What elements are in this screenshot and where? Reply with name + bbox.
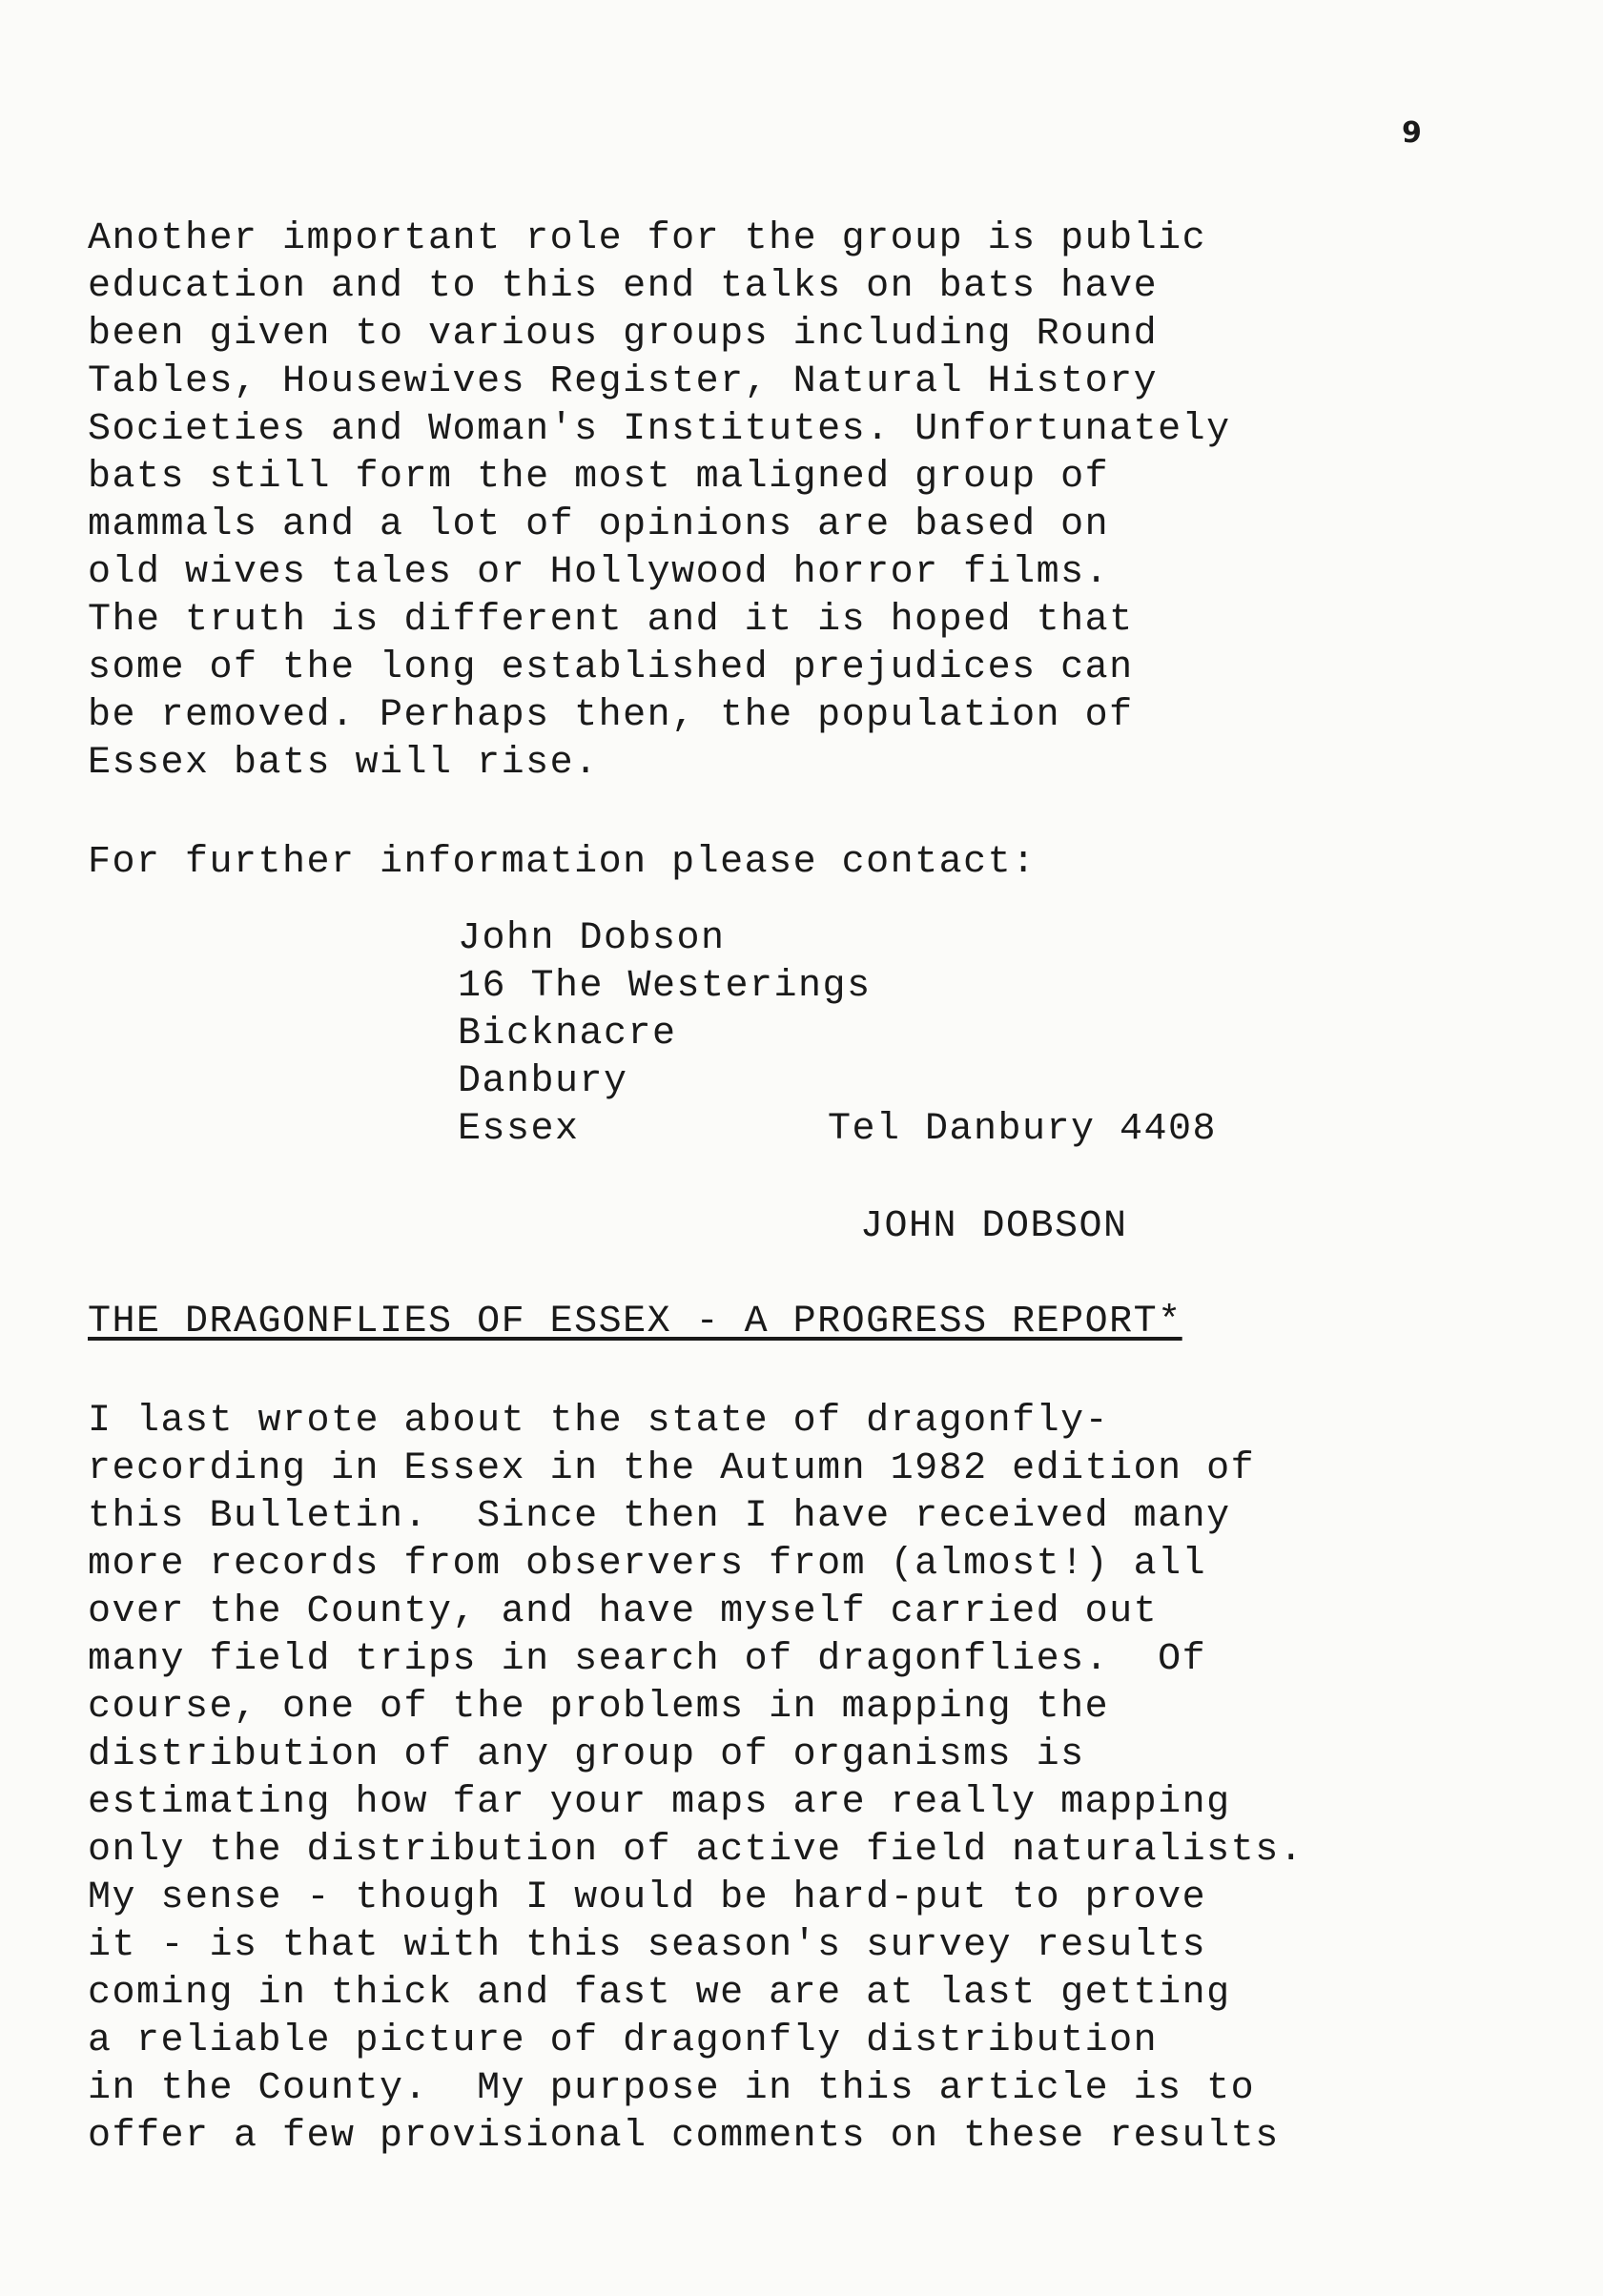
text-line: offer a few provisional comments on these results (88, 2115, 1280, 2158)
text-line: be removed. Perhaps then, the population of (88, 694, 1134, 737)
article-title: THE DRAGONFLIES OF ESSEX - A PROGRESS REPORT* (88, 1301, 1182, 1343)
contact-address-line: Danbury (458, 1060, 628, 1103)
text-line: more records from observers from (almost!) all (88, 1543, 1207, 1586)
text-line: The truth is different and it is hoped that (88, 599, 1134, 642)
text-line: Societies and Woman's Institutes. Unfortunately (88, 408, 1231, 451)
text-line: estimating how far your maps are really mapping (88, 1781, 1231, 1824)
text-line: distribution of any group of organisms is (88, 1733, 1085, 1776)
text-line: course, one of the problems in mapping the (88, 1686, 1110, 1729)
text-line: it - is that with this season's survey results (88, 1924, 1207, 1967)
text-line: many field trips in search of dragonflies. Of (88, 1638, 1207, 1681)
text-line: Essex bats will rise. (88, 742, 599, 785)
text-line: coming in thick and fast we are at last getting (88, 1972, 1231, 2015)
text-line: education and to this end talks on bats have (88, 265, 1159, 308)
text-line: I last wrote about the state of dragonfly- (88, 1400, 1110, 1443)
text-line: bats still form the most maligned group of (88, 456, 1110, 499)
text-line: been given to various groups including Round (88, 313, 1159, 356)
text-line: Tables, Housewives Register, Natural History (88, 360, 1159, 403)
contact-address-line: Essex (458, 1108, 580, 1151)
contact-address-line: 16 The Westerings (458, 965, 872, 1008)
contact-name: John Dobson (458, 917, 726, 960)
text-line: over the County, and have myself carried out (88, 1590, 1159, 1633)
text-line: My sense - though I would be hard-put to prove (88, 1876, 1207, 1919)
page-number: 9 (1402, 116, 1422, 150)
contact-address-line: Bicknacre (458, 1013, 677, 1056)
contact-telephone: Tel Danbury 4408 (828, 1108, 1218, 1151)
text-line: old wives tales or Hollywood horror films. (88, 551, 1110, 594)
text-line: a reliable picture of dragonfly distribution (88, 2019, 1159, 2062)
contact-prompt: For further information please contact: (88, 841, 1037, 884)
text-line: some of the long established prejudices can (88, 646, 1134, 689)
text-line: in the County. My purpose in this article is to (88, 2067, 1256, 2110)
author-signature: JOHN DOBSON (860, 1205, 1128, 1248)
text-line: this Bulletin. Since then I have received many (88, 1495, 1231, 1538)
text-line: Another important role for the group is public (88, 217, 1207, 260)
text-line: mammals and a lot of opinions are based on (88, 503, 1110, 546)
text-line: recording in Essex in the Autumn 1982 edition of (88, 1447, 1256, 1490)
text-line: only the distribution of active field naturalists. (88, 1829, 1305, 1872)
